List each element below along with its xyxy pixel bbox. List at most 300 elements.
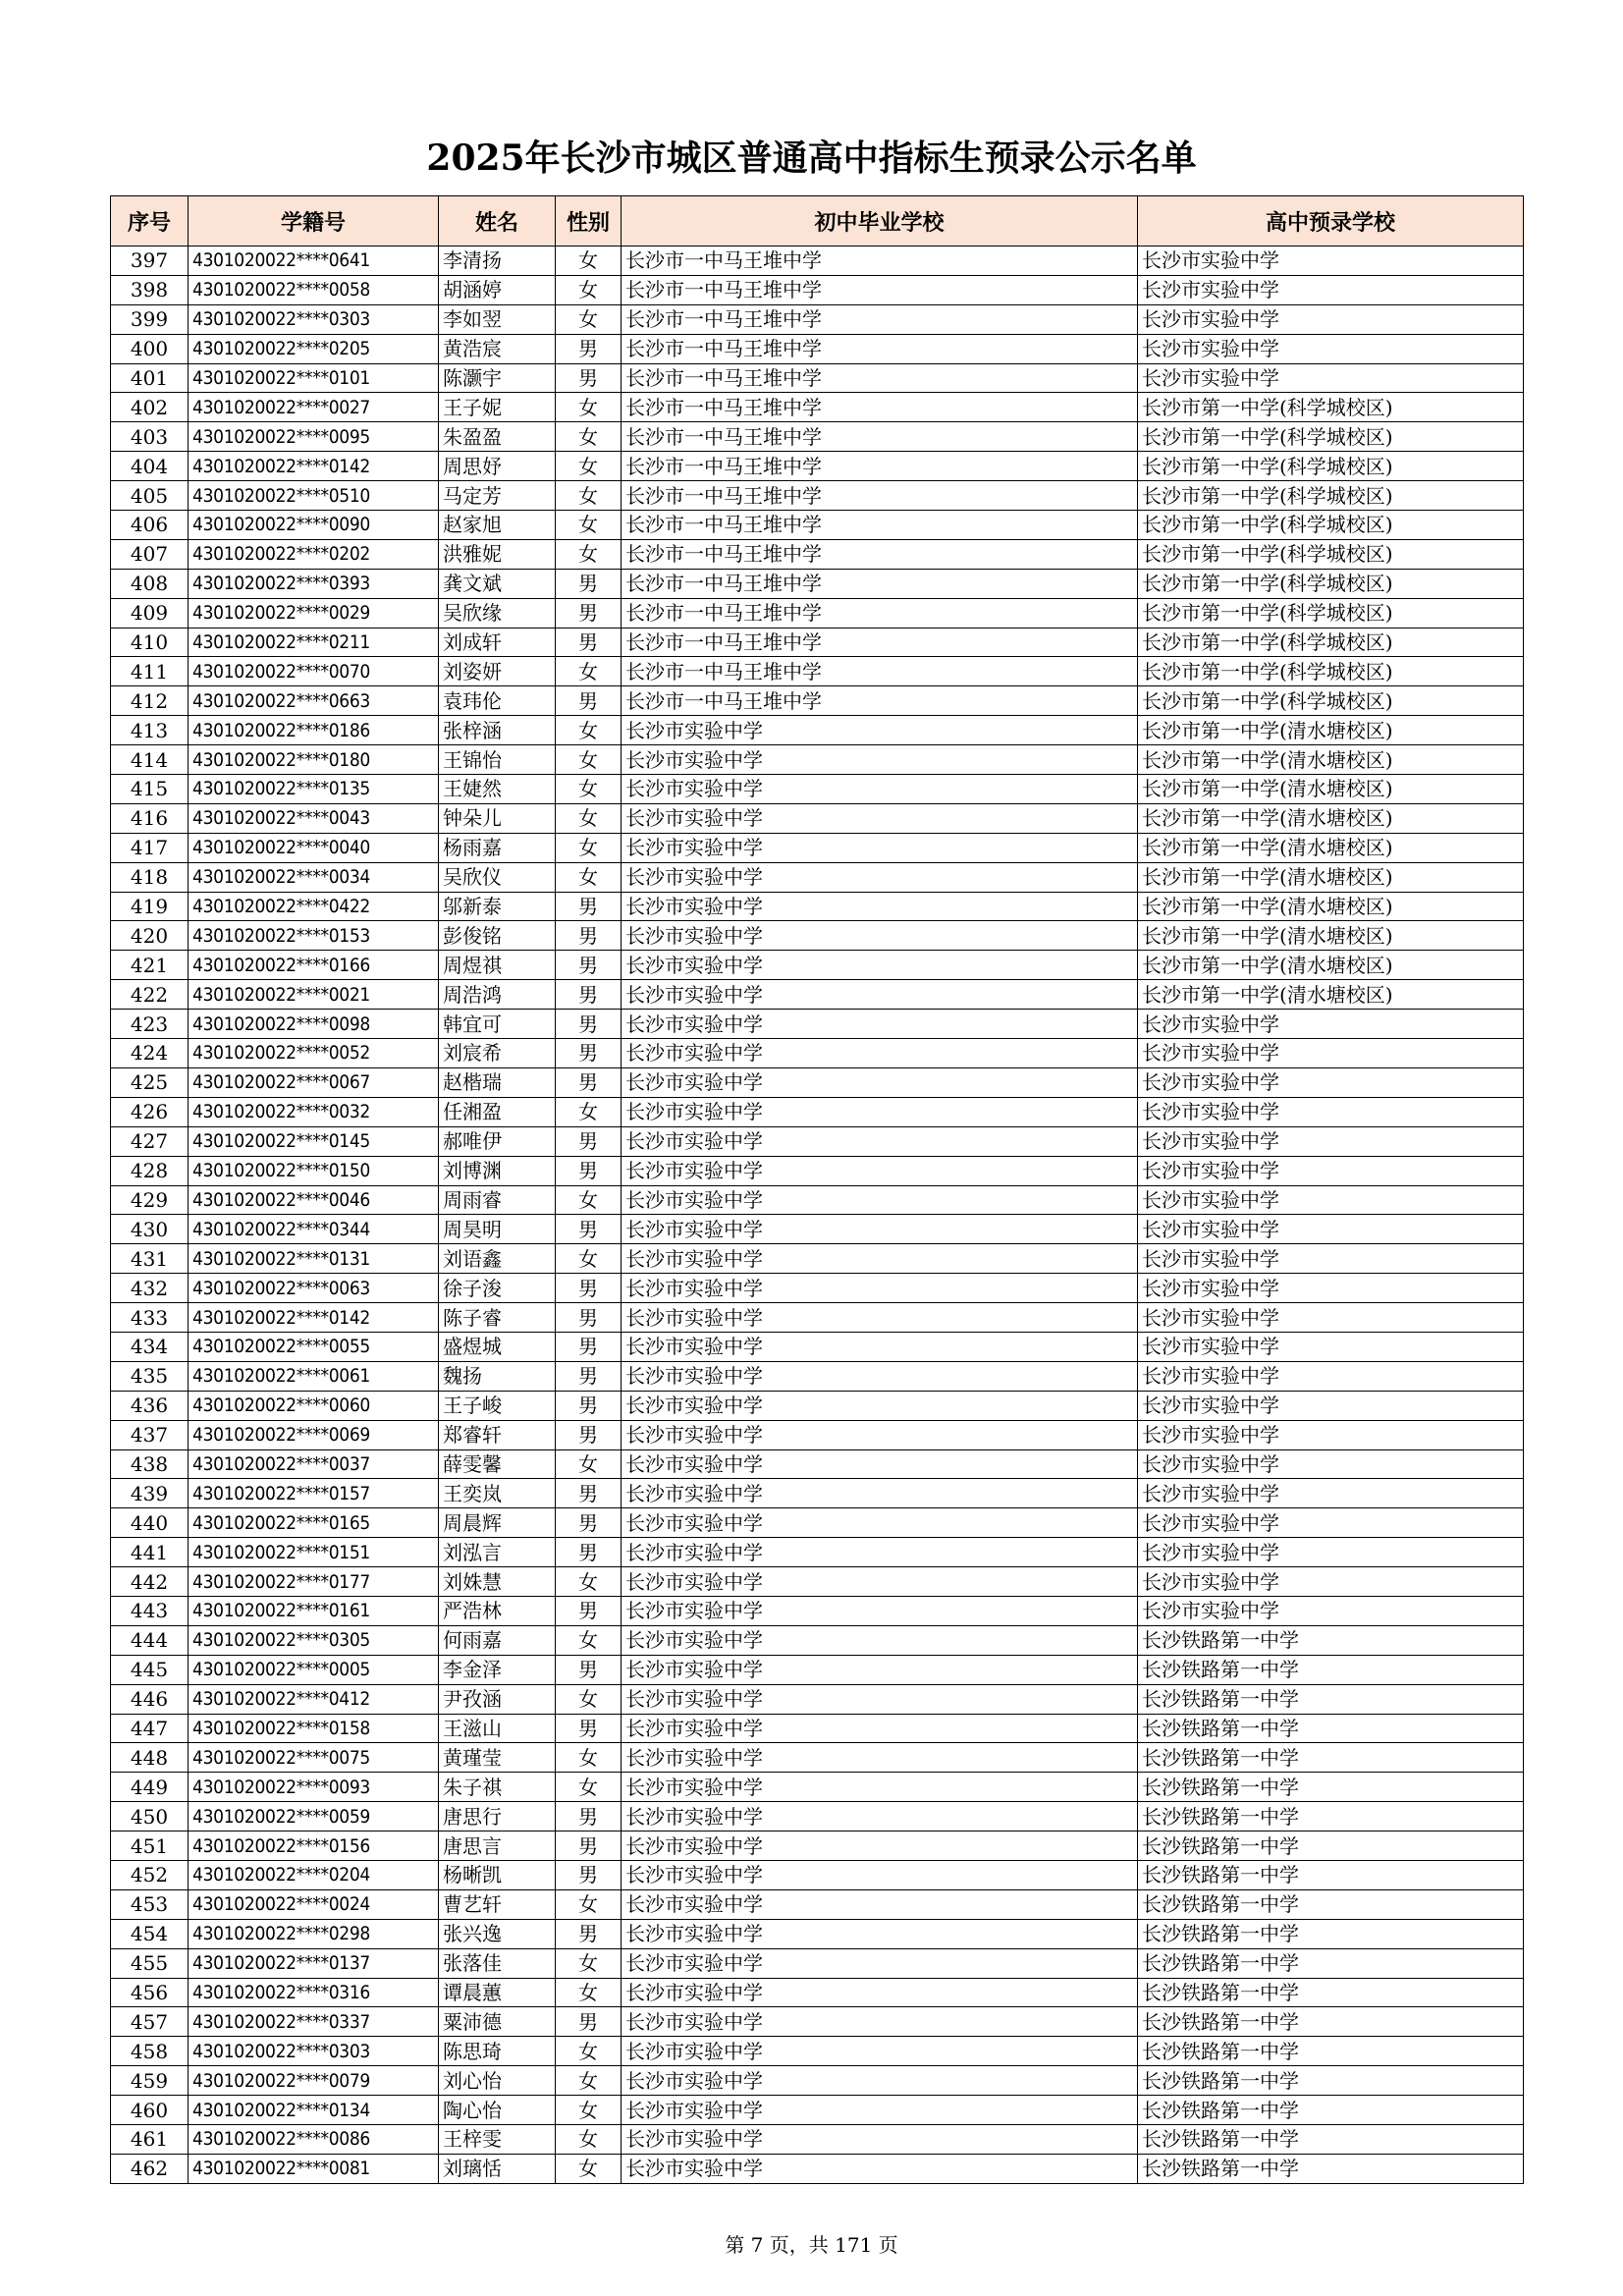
cell-high-school: 长沙市第一中学(科学城校区) bbox=[1138, 422, 1524, 452]
cell-high-school: 长沙铁路第一中学 bbox=[1138, 2125, 1524, 2155]
cell-name: 周晨辉 bbox=[439, 1508, 556, 1538]
cell-name: 刘姝慧 bbox=[439, 1567, 556, 1597]
table-row bbox=[111, 921, 1524, 951]
cell-gender: 女 bbox=[556, 1948, 622, 1978]
table-row bbox=[111, 1743, 1524, 1773]
cell-gender: 女 bbox=[556, 1567, 622, 1597]
cell-student-id: 4301020022****0081 bbox=[189, 2154, 439, 2183]
cell-index: 435 bbox=[111, 1361, 189, 1391]
cell-middle-school: 长沙市一中马王堆中学 bbox=[622, 363, 1138, 393]
cell-index: 461 bbox=[111, 2125, 189, 2155]
cell-index: 437 bbox=[111, 1420, 189, 1449]
cell-gender: 男 bbox=[556, 1538, 622, 1567]
cell-name: 刘语鑫 bbox=[439, 1244, 556, 1274]
cell-index: 449 bbox=[111, 1773, 189, 1802]
cell-student-id: 4301020022****0303 bbox=[189, 304, 439, 334]
cell-gender: 女 bbox=[556, 833, 622, 862]
cell-index: 431 bbox=[111, 1244, 189, 1274]
cell-name: 李金泽 bbox=[439, 1655, 556, 1684]
table-row bbox=[111, 511, 1524, 540]
cell-high-school: 长沙市第一中学(清水塘校区) bbox=[1138, 862, 1524, 892]
cell-index: 452 bbox=[111, 1860, 189, 1889]
table-row bbox=[111, 1978, 1524, 2007]
cell-gender: 男 bbox=[556, 686, 622, 716]
header-name: 姓名 bbox=[439, 196, 556, 246]
cell-name: 刘博渊 bbox=[439, 1156, 556, 1185]
cell-middle-school: 长沙市实验中学 bbox=[622, 892, 1138, 921]
cell-index: 408 bbox=[111, 569, 189, 598]
cell-high-school: 长沙铁路第一中学 bbox=[1138, 1684, 1524, 1714]
cell-gender: 男 bbox=[556, 1420, 622, 1449]
cell-student-id: 4301020022****0090 bbox=[189, 511, 439, 540]
cell-index: 424 bbox=[111, 1039, 189, 1068]
cell-gender: 男 bbox=[556, 1479, 622, 1508]
table-row bbox=[111, 657, 1524, 686]
cell-index: 400 bbox=[111, 334, 189, 363]
cell-high-school: 长沙铁路第一中学 bbox=[1138, 1919, 1524, 1948]
cell-gender: 女 bbox=[556, 511, 622, 540]
cell-middle-school: 长沙市实验中学 bbox=[622, 1097, 1138, 1126]
cell-index: 426 bbox=[111, 1097, 189, 1126]
table-row bbox=[111, 275, 1524, 304]
cell-high-school: 长沙市第一中学(科学城校区) bbox=[1138, 539, 1524, 569]
cell-name: 王婕然 bbox=[439, 775, 556, 804]
table-body bbox=[111, 246, 1524, 2184]
cell-index: 397 bbox=[111, 246, 189, 276]
cell-middle-school: 长沙市实验中学 bbox=[622, 980, 1138, 1010]
cell-middle-school: 长沙市实验中学 bbox=[622, 1215, 1138, 1244]
cell-gender: 男 bbox=[556, 1332, 622, 1361]
cell-middle-school: 长沙市一中马王堆中学 bbox=[622, 539, 1138, 569]
cell-name: 盛煜城 bbox=[439, 1332, 556, 1361]
cell-middle-school: 长沙市实验中学 bbox=[622, 1978, 1138, 2007]
header-high-school: 高中预录学校 bbox=[1138, 196, 1524, 246]
cell-high-school: 长沙市第一中学(清水塘校区) bbox=[1138, 803, 1524, 833]
cell-index: 419 bbox=[111, 892, 189, 921]
cell-index: 459 bbox=[111, 2066, 189, 2096]
cell-middle-school: 长沙市实验中学 bbox=[622, 921, 1138, 951]
table-row bbox=[111, 1039, 1524, 1068]
table-row bbox=[111, 716, 1524, 745]
cell-index: 417 bbox=[111, 833, 189, 862]
table-row bbox=[111, 1508, 1524, 1538]
table-row bbox=[111, 1215, 1524, 1244]
cell-name: 王奕岚 bbox=[439, 1479, 556, 1508]
cell-middle-school: 长沙市实验中学 bbox=[622, 951, 1138, 980]
table-row bbox=[111, 1126, 1524, 1156]
cell-gender: 女 bbox=[556, 1185, 622, 1215]
cell-middle-school: 长沙市一中马王堆中学 bbox=[622, 304, 1138, 334]
header-middle-school: 初中毕业学校 bbox=[622, 196, 1138, 246]
cell-high-school: 长沙市实验中学 bbox=[1138, 1361, 1524, 1391]
cell-high-school: 长沙市第一中学(科学城校区) bbox=[1138, 511, 1524, 540]
cell-middle-school: 长沙市实验中学 bbox=[622, 833, 1138, 862]
table-row bbox=[111, 1479, 1524, 1508]
cell-name: 周煜祺 bbox=[439, 951, 556, 980]
cell-middle-school: 长沙市实验中学 bbox=[622, 2096, 1138, 2125]
cell-index: 423 bbox=[111, 1010, 189, 1039]
table-row bbox=[111, 951, 1524, 980]
cell-student-id: 4301020022****0061 bbox=[189, 1361, 439, 1391]
cell-middle-school: 长沙市实验中学 bbox=[622, 1684, 1138, 1714]
cell-high-school: 长沙市实验中学 bbox=[1138, 1274, 1524, 1303]
table-row bbox=[111, 363, 1524, 393]
table-row bbox=[111, 1391, 1524, 1420]
table-row bbox=[111, 2066, 1524, 2096]
cell-high-school: 长沙市实验中学 bbox=[1138, 1039, 1524, 1068]
cell-gender: 男 bbox=[556, 1067, 622, 1097]
cell-middle-school: 长沙市实验中学 bbox=[622, 1743, 1138, 1773]
table-row bbox=[111, 246, 1524, 276]
cell-name: 王梓雯 bbox=[439, 2125, 556, 2155]
cell-gender: 女 bbox=[556, 422, 622, 452]
cell-student-id: 4301020022****0075 bbox=[189, 1743, 439, 1773]
cell-name: 唐思行 bbox=[439, 1802, 556, 1831]
cell-name: 粟沛德 bbox=[439, 2007, 556, 2037]
cell-student-id: 4301020022****0305 bbox=[189, 1625, 439, 1655]
cell-middle-school: 长沙市实验中学 bbox=[622, 1538, 1138, 1567]
cell-gender: 女 bbox=[556, 246, 622, 276]
cell-gender: 女 bbox=[556, 1743, 622, 1773]
cell-name: 马定芳 bbox=[439, 481, 556, 511]
cell-index: 460 bbox=[111, 2096, 189, 2125]
cell-gender: 男 bbox=[556, 1831, 622, 1861]
table-row bbox=[111, 2007, 1524, 2037]
cell-index: 446 bbox=[111, 1684, 189, 1714]
cell-student-id: 4301020022****0069 bbox=[189, 1420, 439, 1449]
cell-index: 441 bbox=[111, 1538, 189, 1567]
cell-name: 钟朵儿 bbox=[439, 803, 556, 833]
cell-high-school: 长沙市第一中学(清水塘校区) bbox=[1138, 980, 1524, 1010]
cell-name: 刘心怡 bbox=[439, 2066, 556, 2096]
cell-name: 张兴逸 bbox=[439, 1919, 556, 1948]
cell-middle-school: 长沙市一中马王堆中学 bbox=[622, 511, 1138, 540]
cell-gender: 男 bbox=[556, 569, 622, 598]
cell-index: 443 bbox=[111, 1596, 189, 1625]
table-row bbox=[111, 452, 1524, 481]
cell-gender: 女 bbox=[556, 862, 622, 892]
cell-high-school: 长沙铁路第一中学 bbox=[1138, 2096, 1524, 2125]
cell-middle-school: 长沙市实验中学 bbox=[622, 1860, 1138, 1889]
cell-gender: 女 bbox=[556, 2154, 622, 2183]
cell-gender: 男 bbox=[556, 334, 622, 363]
cell-high-school: 长沙市第一中学(清水塘校区) bbox=[1138, 892, 1524, 921]
cell-gender: 女 bbox=[556, 1625, 622, 1655]
table-row bbox=[111, 686, 1524, 716]
cell-name: 周昊明 bbox=[439, 1215, 556, 1244]
cell-name: 曹艺轩 bbox=[439, 1889, 556, 1919]
cell-index: 436 bbox=[111, 1391, 189, 1420]
cell-index: 411 bbox=[111, 657, 189, 686]
cell-high-school: 长沙市第一中学(科学城校区) bbox=[1138, 598, 1524, 628]
cell-high-school: 长沙市实验中学 bbox=[1138, 1185, 1524, 1215]
cell-student-id: 4301020022****0186 bbox=[189, 716, 439, 745]
cell-middle-school: 长沙市一中马王堆中学 bbox=[622, 452, 1138, 481]
table-row bbox=[111, 1860, 1524, 1889]
cell-name: 陈子睿 bbox=[439, 1303, 556, 1333]
cell-high-school: 长沙市实验中学 bbox=[1138, 1010, 1524, 1039]
cell-name: 陶心怡 bbox=[439, 2096, 556, 2125]
page-footer: 第 7 页，共 171 页 bbox=[725, 2233, 898, 2257]
cell-name: 任湘盈 bbox=[439, 1097, 556, 1126]
cell-high-school: 长沙市第一中学(清水塘校区) bbox=[1138, 745, 1524, 775]
cell-student-id: 4301020022****0063 bbox=[189, 1274, 439, 1303]
cell-high-school: 长沙铁路第一中学 bbox=[1138, 1831, 1524, 1861]
cell-student-id: 4301020022****0079 bbox=[189, 2066, 439, 2096]
cell-gender: 男 bbox=[556, 951, 622, 980]
table-row bbox=[111, 745, 1524, 775]
cell-high-school: 长沙市第一中学(科学城校区) bbox=[1138, 481, 1524, 511]
cell-gender: 女 bbox=[556, 1244, 622, 1274]
table-row bbox=[111, 1010, 1524, 1039]
cell-index: 421 bbox=[111, 951, 189, 980]
cell-middle-school: 长沙市实验中学 bbox=[622, 1625, 1138, 1655]
cell-gender: 男 bbox=[556, 1039, 622, 1068]
cell-index: 457 bbox=[111, 2007, 189, 2037]
table-row bbox=[111, 833, 1524, 862]
cell-middle-school: 长沙市实验中学 bbox=[622, 1303, 1138, 1333]
table-row bbox=[111, 1625, 1524, 1655]
cell-name: 王滋山 bbox=[439, 1714, 556, 1743]
cell-name: 刘璃恬 bbox=[439, 2154, 556, 2183]
table-row bbox=[111, 892, 1524, 921]
cell-student-id: 4301020022****0165 bbox=[189, 1508, 439, 1538]
cell-index: 404 bbox=[111, 452, 189, 481]
cell-gender: 女 bbox=[556, 2096, 622, 2125]
cell-gender: 女 bbox=[556, 2037, 622, 2066]
cell-index: 432 bbox=[111, 1274, 189, 1303]
cell-gender: 男 bbox=[556, 628, 622, 657]
cell-student-id: 4301020022****0156 bbox=[189, 1831, 439, 1861]
cell-high-school: 长沙铁路第一中学 bbox=[1138, 2037, 1524, 2066]
cell-index: 428 bbox=[111, 1156, 189, 1185]
cell-high-school: 长沙市第一中学(科学城校区) bbox=[1138, 628, 1524, 657]
cell-student-id: 4301020022****0177 bbox=[189, 1567, 439, 1597]
table-row bbox=[111, 2125, 1524, 2155]
cell-middle-school: 长沙市实验中学 bbox=[622, 1773, 1138, 1802]
cell-middle-school: 长沙市一中马王堆中学 bbox=[622, 334, 1138, 363]
table-row bbox=[111, 1714, 1524, 1743]
cell-student-id: 4301020022****0137 bbox=[189, 1948, 439, 1978]
cell-middle-school: 长沙市实验中学 bbox=[622, 2007, 1138, 2037]
cell-name: 刘姿妍 bbox=[439, 657, 556, 686]
cell-gender: 女 bbox=[556, 2066, 622, 2096]
cell-student-id: 4301020022****0150 bbox=[189, 1156, 439, 1185]
cell-middle-school: 长沙市实验中学 bbox=[622, 1067, 1138, 1097]
cell-student-id: 4301020022****0059 bbox=[189, 1802, 439, 1831]
cell-student-id: 4301020022****0142 bbox=[189, 452, 439, 481]
cell-middle-school: 长沙市一中马王堆中学 bbox=[622, 686, 1138, 716]
cell-student-id: 4301020022****0211 bbox=[189, 628, 439, 657]
cell-student-id: 4301020022****0086 bbox=[189, 2125, 439, 2155]
cell-name: 周浩鸿 bbox=[439, 980, 556, 1010]
cell-student-id: 4301020022****0157 bbox=[189, 1479, 439, 1508]
cell-middle-school: 长沙市实验中学 bbox=[622, 1391, 1138, 1420]
cell-name: 黄浩宸 bbox=[439, 334, 556, 363]
table-row bbox=[111, 628, 1524, 657]
cell-name: 王子妮 bbox=[439, 393, 556, 422]
cell-middle-school: 长沙市实验中学 bbox=[622, 1596, 1138, 1625]
table-row bbox=[111, 393, 1524, 422]
cell-middle-school: 长沙市实验中学 bbox=[622, 1802, 1138, 1831]
cell-student-id: 4301020022****0029 bbox=[189, 598, 439, 628]
cell-high-school: 长沙市第一中学(清水塘校区) bbox=[1138, 833, 1524, 862]
cell-index: 412 bbox=[111, 686, 189, 716]
cell-high-school: 长沙市实验中学 bbox=[1138, 1156, 1524, 1185]
cell-high-school: 长沙市实验中学 bbox=[1138, 1508, 1524, 1538]
cell-name: 唐思言 bbox=[439, 1831, 556, 1861]
cell-index: 453 bbox=[111, 1889, 189, 1919]
cell-student-id: 4301020022****0021 bbox=[189, 980, 439, 1010]
cell-middle-school: 长沙市一中马王堆中学 bbox=[622, 275, 1138, 304]
cell-middle-school: 长沙市实验中学 bbox=[622, 1831, 1138, 1861]
cell-name: 胡涵婷 bbox=[439, 275, 556, 304]
cell-name: 刘宸希 bbox=[439, 1039, 556, 1068]
cell-high-school: 长沙市实验中学 bbox=[1138, 1479, 1524, 1508]
cell-middle-school: 长沙市实验中学 bbox=[622, 1420, 1138, 1449]
table-row bbox=[111, 1948, 1524, 1978]
table-row bbox=[111, 481, 1524, 511]
cell-gender: 男 bbox=[556, 1860, 622, 1889]
cell-high-school: 长沙市第一中学(科学城校区) bbox=[1138, 393, 1524, 422]
cell-gender: 男 bbox=[556, 598, 622, 628]
cell-index: 434 bbox=[111, 1332, 189, 1361]
cell-student-id: 4301020022****0055 bbox=[189, 1332, 439, 1361]
cell-middle-school: 长沙市实验中学 bbox=[622, 745, 1138, 775]
table-header bbox=[111, 196, 1524, 246]
cell-name: 赵楷瑞 bbox=[439, 1067, 556, 1097]
cell-index: 399 bbox=[111, 304, 189, 334]
cell-student-id: 4301020022****0098 bbox=[189, 1010, 439, 1039]
cell-high-school: 长沙市第一中学(科学城校区) bbox=[1138, 569, 1524, 598]
table-row bbox=[111, 422, 1524, 452]
cell-name: 徐子浚 bbox=[439, 1274, 556, 1303]
cell-gender: 男 bbox=[556, 1391, 622, 1420]
cell-middle-school: 长沙市实验中学 bbox=[622, 1274, 1138, 1303]
cell-name: 魏扬 bbox=[439, 1361, 556, 1391]
cell-name: 邬新泰 bbox=[439, 892, 556, 921]
cell-gender: 女 bbox=[556, 275, 622, 304]
cell-student-id: 4301020022****0093 bbox=[189, 1773, 439, 1802]
cell-gender: 女 bbox=[556, 716, 622, 745]
table-row bbox=[111, 1919, 1524, 1948]
cell-name: 尹孜涵 bbox=[439, 1684, 556, 1714]
cell-high-school: 长沙铁路第一中学 bbox=[1138, 1625, 1524, 1655]
cell-index: 405 bbox=[111, 481, 189, 511]
cell-index: 406 bbox=[111, 511, 189, 540]
cell-middle-school: 长沙市实验中学 bbox=[622, 803, 1138, 833]
cell-student-id: 4301020022****0034 bbox=[189, 862, 439, 892]
cell-gender: 男 bbox=[556, 1215, 622, 1244]
cell-high-school: 长沙市实验中学 bbox=[1138, 334, 1524, 363]
cell-gender: 女 bbox=[556, 657, 622, 686]
cell-gender: 男 bbox=[556, 1010, 622, 1039]
cell-student-id: 4301020022****0095 bbox=[189, 422, 439, 452]
cell-index: 454 bbox=[111, 1919, 189, 1948]
cell-middle-school: 长沙市一中马王堆中学 bbox=[622, 246, 1138, 276]
table-row bbox=[111, 1420, 1524, 1449]
cell-student-id: 4301020022****0204 bbox=[189, 1860, 439, 1889]
cell-middle-school: 长沙市一中马王堆中学 bbox=[622, 481, 1138, 511]
cell-student-id: 4301020022****0046 bbox=[189, 1185, 439, 1215]
table-row bbox=[111, 1274, 1524, 1303]
cell-middle-school: 长沙市实验中学 bbox=[622, 1185, 1138, 1215]
cell-gender: 女 bbox=[556, 1684, 622, 1714]
cell-student-id: 4301020022****0058 bbox=[189, 275, 439, 304]
cell-index: 445 bbox=[111, 1655, 189, 1684]
table-row bbox=[111, 2037, 1524, 2066]
cell-index: 456 bbox=[111, 1978, 189, 2007]
table-row bbox=[111, 598, 1524, 628]
cell-index: 444 bbox=[111, 1625, 189, 1655]
cell-name: 吴欣仪 bbox=[439, 862, 556, 892]
cell-student-id: 4301020022****0032 bbox=[189, 1097, 439, 1126]
cell-middle-school: 长沙市实验中学 bbox=[622, 1567, 1138, 1597]
cell-name: 李如翌 bbox=[439, 304, 556, 334]
cell-student-id: 4301020022****0027 bbox=[189, 393, 439, 422]
table-row bbox=[111, 1097, 1524, 1126]
cell-high-school: 长沙铁路第一中学 bbox=[1138, 2154, 1524, 2183]
table-row bbox=[111, 1773, 1524, 1802]
cell-index: 462 bbox=[111, 2154, 189, 2183]
cell-student-id: 4301020022****0060 bbox=[189, 1391, 439, 1420]
cell-middle-school: 长沙市实验中学 bbox=[622, 1126, 1138, 1156]
cell-index: 429 bbox=[111, 1185, 189, 1215]
table-row bbox=[111, 1449, 1524, 1479]
cell-gender: 女 bbox=[556, 1097, 622, 1126]
cell-index: 414 bbox=[111, 745, 189, 775]
cell-name: 赵家旭 bbox=[439, 511, 556, 540]
cell-middle-school: 长沙市实验中学 bbox=[622, 1156, 1138, 1185]
table-row bbox=[111, 1244, 1524, 1274]
cell-high-school: 长沙市第一中学(清水塘校区) bbox=[1138, 775, 1524, 804]
cell-student-id: 4301020022****0344 bbox=[189, 1215, 439, 1244]
cell-index: 427 bbox=[111, 1126, 189, 1156]
cell-gender: 男 bbox=[556, 1156, 622, 1185]
cell-student-id: 4301020022****0510 bbox=[189, 481, 439, 511]
cell-high-school: 长沙市实验中学 bbox=[1138, 246, 1524, 276]
cell-student-id: 4301020022****0316 bbox=[189, 1978, 439, 2007]
cell-student-id: 4301020022****0393 bbox=[189, 569, 439, 598]
cell-high-school: 长沙铁路第一中学 bbox=[1138, 1773, 1524, 1802]
cell-index: 422 bbox=[111, 980, 189, 1010]
table-row bbox=[111, 1303, 1524, 1333]
cell-gender: 男 bbox=[556, 1655, 622, 1684]
cell-gender: 女 bbox=[556, 393, 622, 422]
cell-name: 杨晰凯 bbox=[439, 1860, 556, 1889]
cell-student-id: 4301020022****0135 bbox=[189, 775, 439, 804]
cell-index: 409 bbox=[111, 598, 189, 628]
header-student-id: 学籍号 bbox=[189, 196, 439, 246]
cell-index: 455 bbox=[111, 1948, 189, 1978]
cell-gender: 男 bbox=[556, 1919, 622, 1948]
cell-name: 黄瑾莹 bbox=[439, 1743, 556, 1773]
table-row bbox=[111, 1889, 1524, 1919]
cell-name: 严浩林 bbox=[439, 1596, 556, 1625]
table-row bbox=[111, 1332, 1524, 1361]
cell-index: 433 bbox=[111, 1303, 189, 1333]
cell-student-id: 4301020022****0303 bbox=[189, 2037, 439, 2066]
cell-index: 442 bbox=[111, 1567, 189, 1597]
cell-name: 洪雅妮 bbox=[439, 539, 556, 569]
cell-student-id: 4301020022****0422 bbox=[189, 892, 439, 921]
cell-index: 425 bbox=[111, 1067, 189, 1097]
cell-name: 周雨睿 bbox=[439, 1185, 556, 1215]
table-row bbox=[111, 1361, 1524, 1391]
cell-gender: 男 bbox=[556, 1274, 622, 1303]
cell-student-id: 4301020022****0024 bbox=[189, 1889, 439, 1919]
cell-high-school: 长沙铁路第一中学 bbox=[1138, 1714, 1524, 1743]
